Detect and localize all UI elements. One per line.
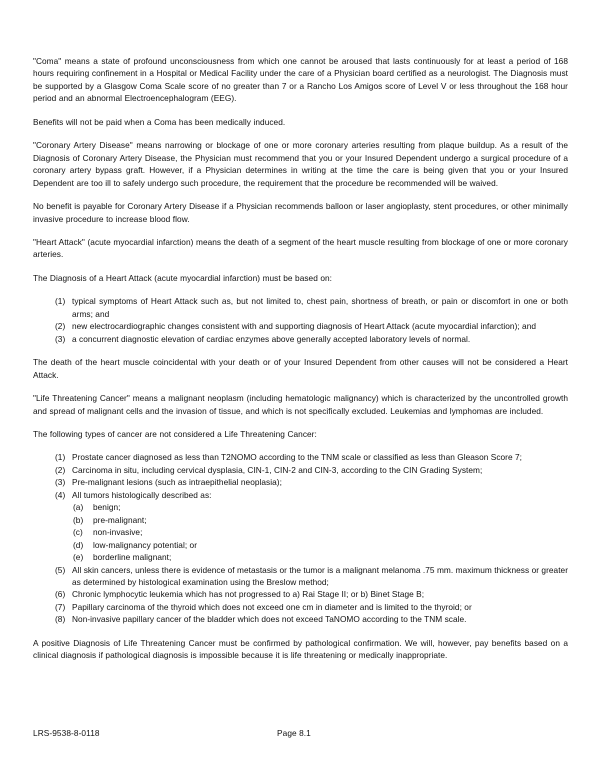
list-item xyxy=(33,464,568,476)
list-item-text: new electrocardiographic changes consistent with and supporting diagnosis of Heart Attack (acute myocardial infarction); and xyxy=(72,321,537,332)
list-item-marker: (6) xyxy=(55,589,66,600)
list-item xyxy=(33,588,568,600)
list-item xyxy=(33,333,568,345)
list-item-text: Chronic lymphocytic leukemia which has not progressed to a) Rai Stage II; or b) Binet Stage B; xyxy=(72,589,425,600)
paragraph-heart-attack-definition: "Heart Attack" (acute myocardial infarction) means the death of a segment of the heart muscle resulting from blockage of one or more coronary arteries. xyxy=(33,236,568,260)
list-item-marker: (2) xyxy=(55,321,66,332)
paragraph-cancer-definition: "Life Threatening Cancer" means a malignant neoplasm (including hematologic malignancy) which is characterized by the uncontrolled growth and spread of malignant cells and the invasion of tissue, and which is not specifically excluded. Leukemias and lymphomas are included. xyxy=(33,393,568,416)
sub-list-item xyxy=(33,514,568,526)
list-item xyxy=(33,564,568,589)
sub-list xyxy=(33,501,568,563)
list-item-text: a concurrent diagnostic elevation of cardiac enzymes above generally accepted laboratory levels of normal. xyxy=(72,333,471,344)
document-body xyxy=(33,55,568,673)
paragraph-cancer-exclusions-intro: The following types of cancer are not considered a Life Threatening Cancer: xyxy=(33,428,317,439)
sub-list-item-marker: (a) xyxy=(73,502,84,513)
sub-list-item-marker: (c) xyxy=(73,527,83,538)
paragraph-heart-attack-exclusion: The death of the heart muscle coincidental with your death or of your Insured Dependent from other causes will not be considered a Heart Attack. xyxy=(33,357,568,380)
sub-list-item-marker: (b) xyxy=(73,514,84,525)
paragraph-cancer-confirmation: A positive Diagnosis of Life Threatening Cancer must be confirmed by pathological confirmation. We will, however, pay benefits based on a clinical diagnosis if pathological diagnosis is impossible because it is life threatening or medically inappropriate. xyxy=(33,637,568,661)
paragraph-coma-exclusion: Benefits will not be paid when a Coma has been medically induced. xyxy=(33,116,286,127)
list-item-marker: (4) xyxy=(55,489,66,500)
list-item-marker: (1) xyxy=(55,296,66,307)
list-item-marker: (5) xyxy=(55,564,66,575)
list-item-marker: (2) xyxy=(55,464,66,475)
paragraph-coma-definition: "Coma" means a state of profound unconsciousness from which one cannot be aroused that lasts continuously for at least a period of 168 hours requiring confinement in a Hospital or Medical Facility under the care of a Physician board certified as a neurologist. The Diagnosis must be supported by a Glasgow Coma Scale score of no greater than 7 or a Rancho Los Amigos score of Level V or less throughout the 168 hour period and an abnormal Electroencephalogram (EEG). xyxy=(33,56,568,104)
sub-list-item xyxy=(33,539,568,551)
sub-list-item-text: low-malignancy potential; or xyxy=(93,539,198,550)
sub-list-item-marker: (e) xyxy=(73,552,84,563)
list-item-text: Non-invasive papillary cancer of the bladder which does not exceed TaNOMO according to the TNM scale. xyxy=(72,614,467,625)
list-item xyxy=(33,613,568,625)
list-item-text: All tumors histologically described as: xyxy=(72,489,212,500)
sub-list-item-marker: (d) xyxy=(73,539,84,550)
list-item-marker: (7) xyxy=(55,601,66,612)
sub-list-item xyxy=(33,526,568,538)
list-item-text: typical symptoms of Heart Attack such as, but not limited to, chest pain, shortness of breath, or pain or discomfort in one or both arms; and xyxy=(72,296,568,319)
sub-list-item xyxy=(33,551,568,563)
list-item xyxy=(33,601,568,613)
page-number: Page 8.1 xyxy=(277,728,311,738)
list-item-marker: (3) xyxy=(55,333,66,344)
list-item xyxy=(33,476,568,488)
list-item-text: Prostate cancer diagnosed as less than T2NOMO according to the TNM scale or classified as less than Gleason Score 7; xyxy=(72,452,522,463)
list-item xyxy=(33,489,568,501)
list-item-text: Carcinoma in situ, including cervical dysplasia, CIN-1, CIN-2 and CIN-3, according to the CIN Grading System; xyxy=(72,464,483,475)
sub-list-item xyxy=(33,501,568,513)
list-item xyxy=(33,451,568,463)
page-footer xyxy=(33,727,568,741)
list-item-text: Papillary carcinoma of the thyroid which does not exceed one cm in diameter and is limited to the thyroid; or xyxy=(72,601,472,612)
form-number: LRS-9538-8-0118 xyxy=(33,728,100,738)
cancer-exclusions-list xyxy=(33,451,568,625)
sub-list-item-text: pre-malignant; xyxy=(93,514,147,525)
list-item-text: Pre-malignant lesions (such as intraepithelial neoplasia); xyxy=(72,477,282,488)
paragraph-heart-attack-diagnosis-intro: The Diagnosis of a Heart Attack (acute myocardial infarction) must be based on: xyxy=(33,272,333,283)
sub-list-item-text: borderline malignant; xyxy=(93,552,172,563)
list-item-marker: (3) xyxy=(55,477,66,488)
heart-attack-criteria-list xyxy=(33,295,568,345)
sub-list-item-text: benign; xyxy=(93,502,121,513)
list-item-marker: (8) xyxy=(55,614,66,625)
list-item-text: All skin cancers, unless there is evidence of metastasis or the tumor is a malignant melanoma .75 mm. maximum thickness or greater as determined by histological examination using the Breslow method; xyxy=(72,564,568,587)
sub-list-item-text: non-invasive; xyxy=(93,527,143,538)
list-item-marker: (1) xyxy=(55,452,66,463)
paragraph-coronary-artery-disease-definition: "Coronary Artery Disease" means narrowing or blockage of one or more coronary arteries resulting from plaque buildup. As a result of the Diagnosis of Coronary Artery Disease, the Physician must recommend that you or your Insured Dependent undergo a surgical procedure of a coronary artery bypass graft. However, if a Physician determines in writing at the time the care is being given that you or your Insured Dependent are too ill to safely undergo such procedure, the requirement that the procedure be recommended will be waived. xyxy=(33,140,568,188)
list-item xyxy=(33,295,568,320)
paragraph-coronary-artery-disease-exclusion: No benefit is payable for Coronary Artery Disease if a Physician recommends balloon or laser angioplasty, stent procedures, or other minimally invasive procedure to increase blood flow. xyxy=(33,201,568,224)
list-item xyxy=(33,320,568,332)
